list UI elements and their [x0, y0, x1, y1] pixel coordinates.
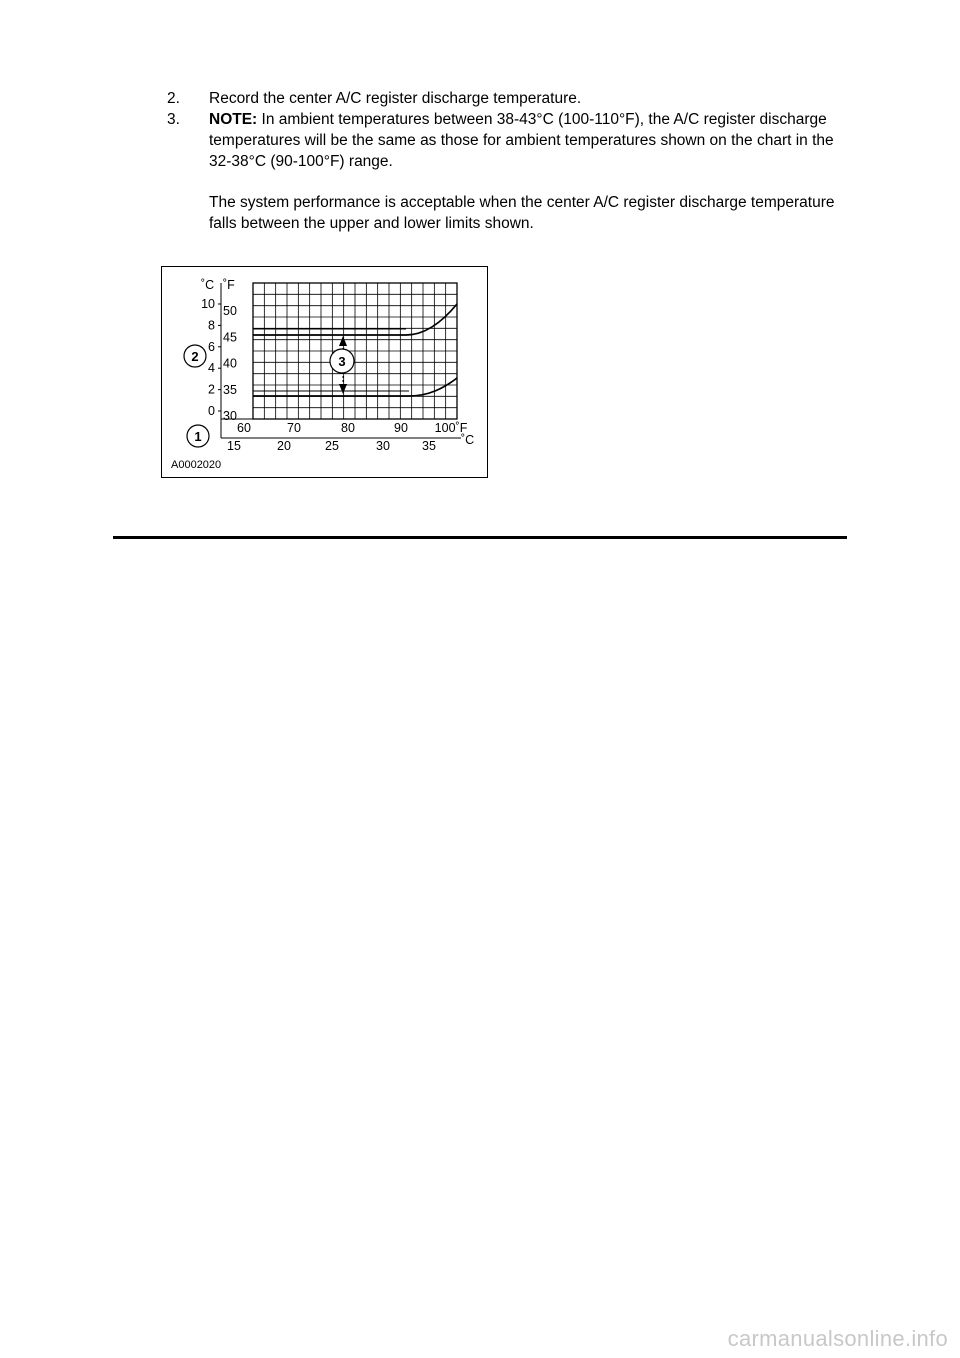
f-x-tick-label: 80	[341, 421, 355, 435]
performance-paragraph: The system performance is acceptable when the center A/C register discharge temperature falls between the upper and lower limits shown.	[209, 194, 835, 232]
c-unit-label: ˚C	[201, 278, 215, 292]
step-text: Record the center A/C register discharge temperature.	[209, 90, 582, 107]
callout-3	[330, 349, 354, 373]
f-x-tick-label: 60	[237, 421, 251, 435]
svg-text:1: 1	[194, 429, 202, 444]
figure-svg	[161, 266, 488, 478]
svg-text:3: 3	[338, 354, 346, 369]
c-tick-label: 4	[208, 361, 215, 376]
c-x-tick-label: 15	[227, 439, 241, 453]
callout-2	[184, 345, 206, 367]
svg-text:2: 2	[191, 349, 199, 364]
note-label: NOTE:	[209, 111, 258, 128]
step-number: 2.	[167, 90, 180, 107]
c-tick-label: 0	[208, 404, 215, 418]
c-x-tick-label: 35	[422, 439, 436, 453]
step-2	[167, 88, 857, 109]
f-x-tick-label: 70	[287, 421, 301, 435]
f-tick-label: 50	[223, 304, 237, 318]
f-tick-label: 30	[223, 409, 237, 423]
step-body	[209, 109, 857, 234]
watermark: carmanualsonline.info	[727, 1326, 948, 1351]
f-x-tick-label: 100˚F	[434, 421, 468, 435]
f-tick-label: 45	[223, 330, 237, 345]
discharge-temperature-figure	[161, 266, 488, 478]
c-x-tick-label: 20	[277, 439, 291, 453]
c-x-tick-label: 30	[376, 439, 390, 453]
step-number: 3.	[167, 111, 180, 128]
c-tick-label: 10	[201, 297, 215, 311]
note-text: In ambient temperatures between 38-43°C (100-110°F), the A/C register discharge temperatures will be the same as those for ambient temperatures shown on the chart in the 32-38°C (90-100°F) range.	[209, 111, 834, 170]
f-unit-label: ˚F	[223, 278, 235, 292]
c-tick-label: 6	[208, 339, 215, 354]
step-3	[167, 109, 857, 234]
section-divider	[113, 536, 847, 539]
procedure-steps	[167, 88, 857, 234]
callout-1	[187, 425, 209, 447]
c-tick-label: 8	[208, 318, 215, 333]
f-tick-label: 35	[223, 382, 237, 397]
c-x-unit-label: ˚C	[461, 433, 475, 447]
note	[209, 109, 857, 172]
figure-id: A0002020	[171, 459, 222, 471]
f-tick-label: 40	[223, 356, 237, 371]
c-tick-label: 2	[208, 382, 215, 397]
f-x-tick-label: 90	[394, 421, 408, 435]
c-x-tick-label: 25	[325, 439, 339, 453]
